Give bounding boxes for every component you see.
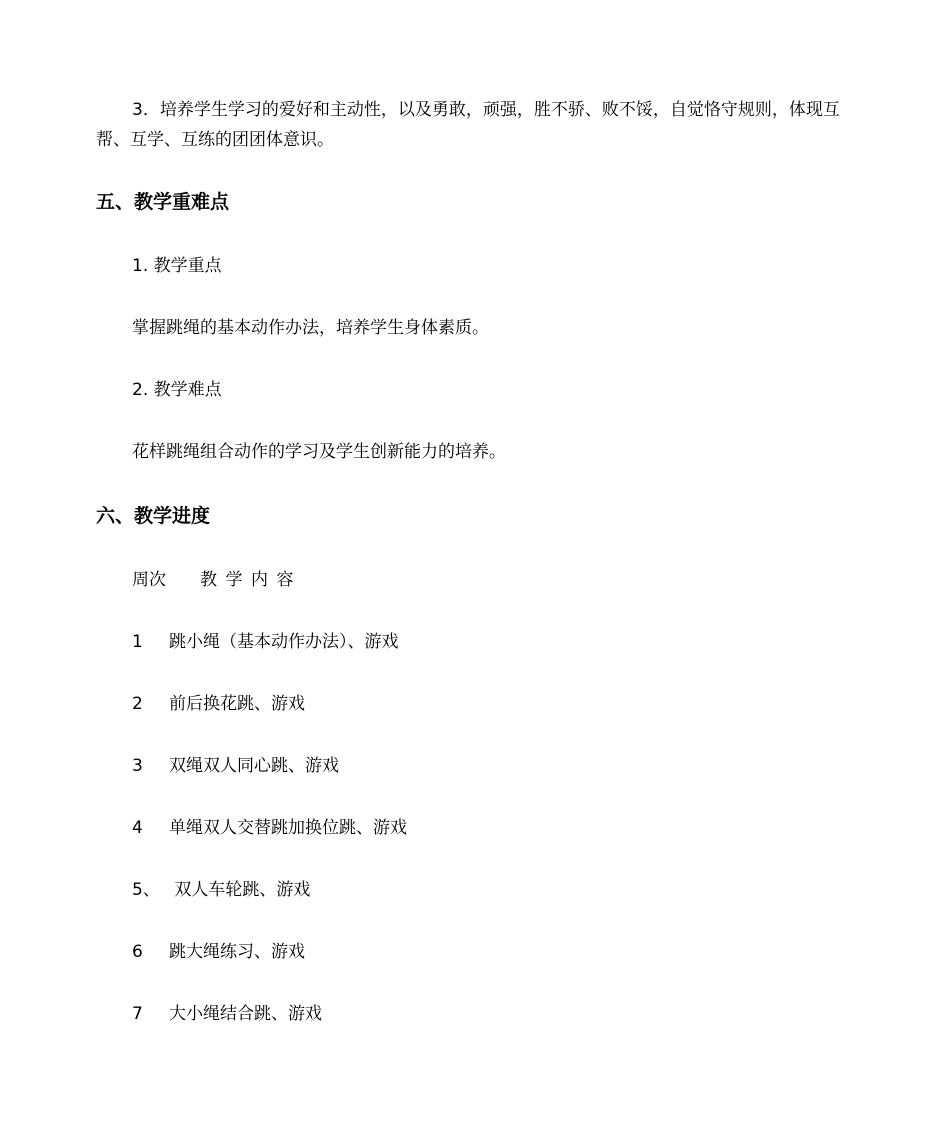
week-number: 4 [132,818,143,838]
schedule-row [132,877,310,903]
week-content: 单绳双人交替跳加换位跳、游戏 [169,818,407,838]
schedule-row [132,939,305,965]
focus-text: 掌握跳绳的基本动作办法，培养学生身体素质。 [132,318,489,338]
week-content: 前后换花跳、游戏 [169,694,305,714]
week-content: 跳大绳练习、游戏 [169,942,305,962]
week-number: 1 [132,632,143,652]
week-content: 双人车轮跳、游戏 [169,880,311,900]
schedule-row [132,1001,322,1027]
week-content: 双绳双人同心跳、游戏 [169,756,339,776]
week-content: 大小绳结合跳、游戏 [169,1004,322,1024]
week-number: 5、 [132,880,160,900]
schedule-header [132,567,302,593]
schedule-row [132,753,339,779]
section-heading-key-points: 五、教学重难点 [96,191,230,213]
week-number: 3 [132,756,143,776]
section-heading-schedule: 六、教学进度 [96,505,211,527]
difficulty-text: 花样跳绳组合动作的学习及学生创新能力的培养。 [132,442,506,462]
schedule-row [132,629,399,655]
week-number: 7 [132,1004,143,1024]
schedule-row [132,815,407,841]
week-number: 2 [132,694,143,714]
week-content: 跳小绳（基本动作办法）、游戏 [169,632,399,652]
objective-paragraph-3: 3．培养学生学习的爱好和主动性，以及勇敢，顽强，胜不骄、败不馁，自觉恪守规则，体现互帮、互学、互练的团团体意识。 [96,100,840,150]
header-content: 教学内容 [200,570,302,590]
week-number: 6 [132,942,143,962]
difficulty-label: 2. 教学难点 [132,380,222,400]
schedule-row [132,691,305,717]
focus-label: 1. 教学重点 [132,256,222,276]
header-week: 周次 [132,570,166,590]
